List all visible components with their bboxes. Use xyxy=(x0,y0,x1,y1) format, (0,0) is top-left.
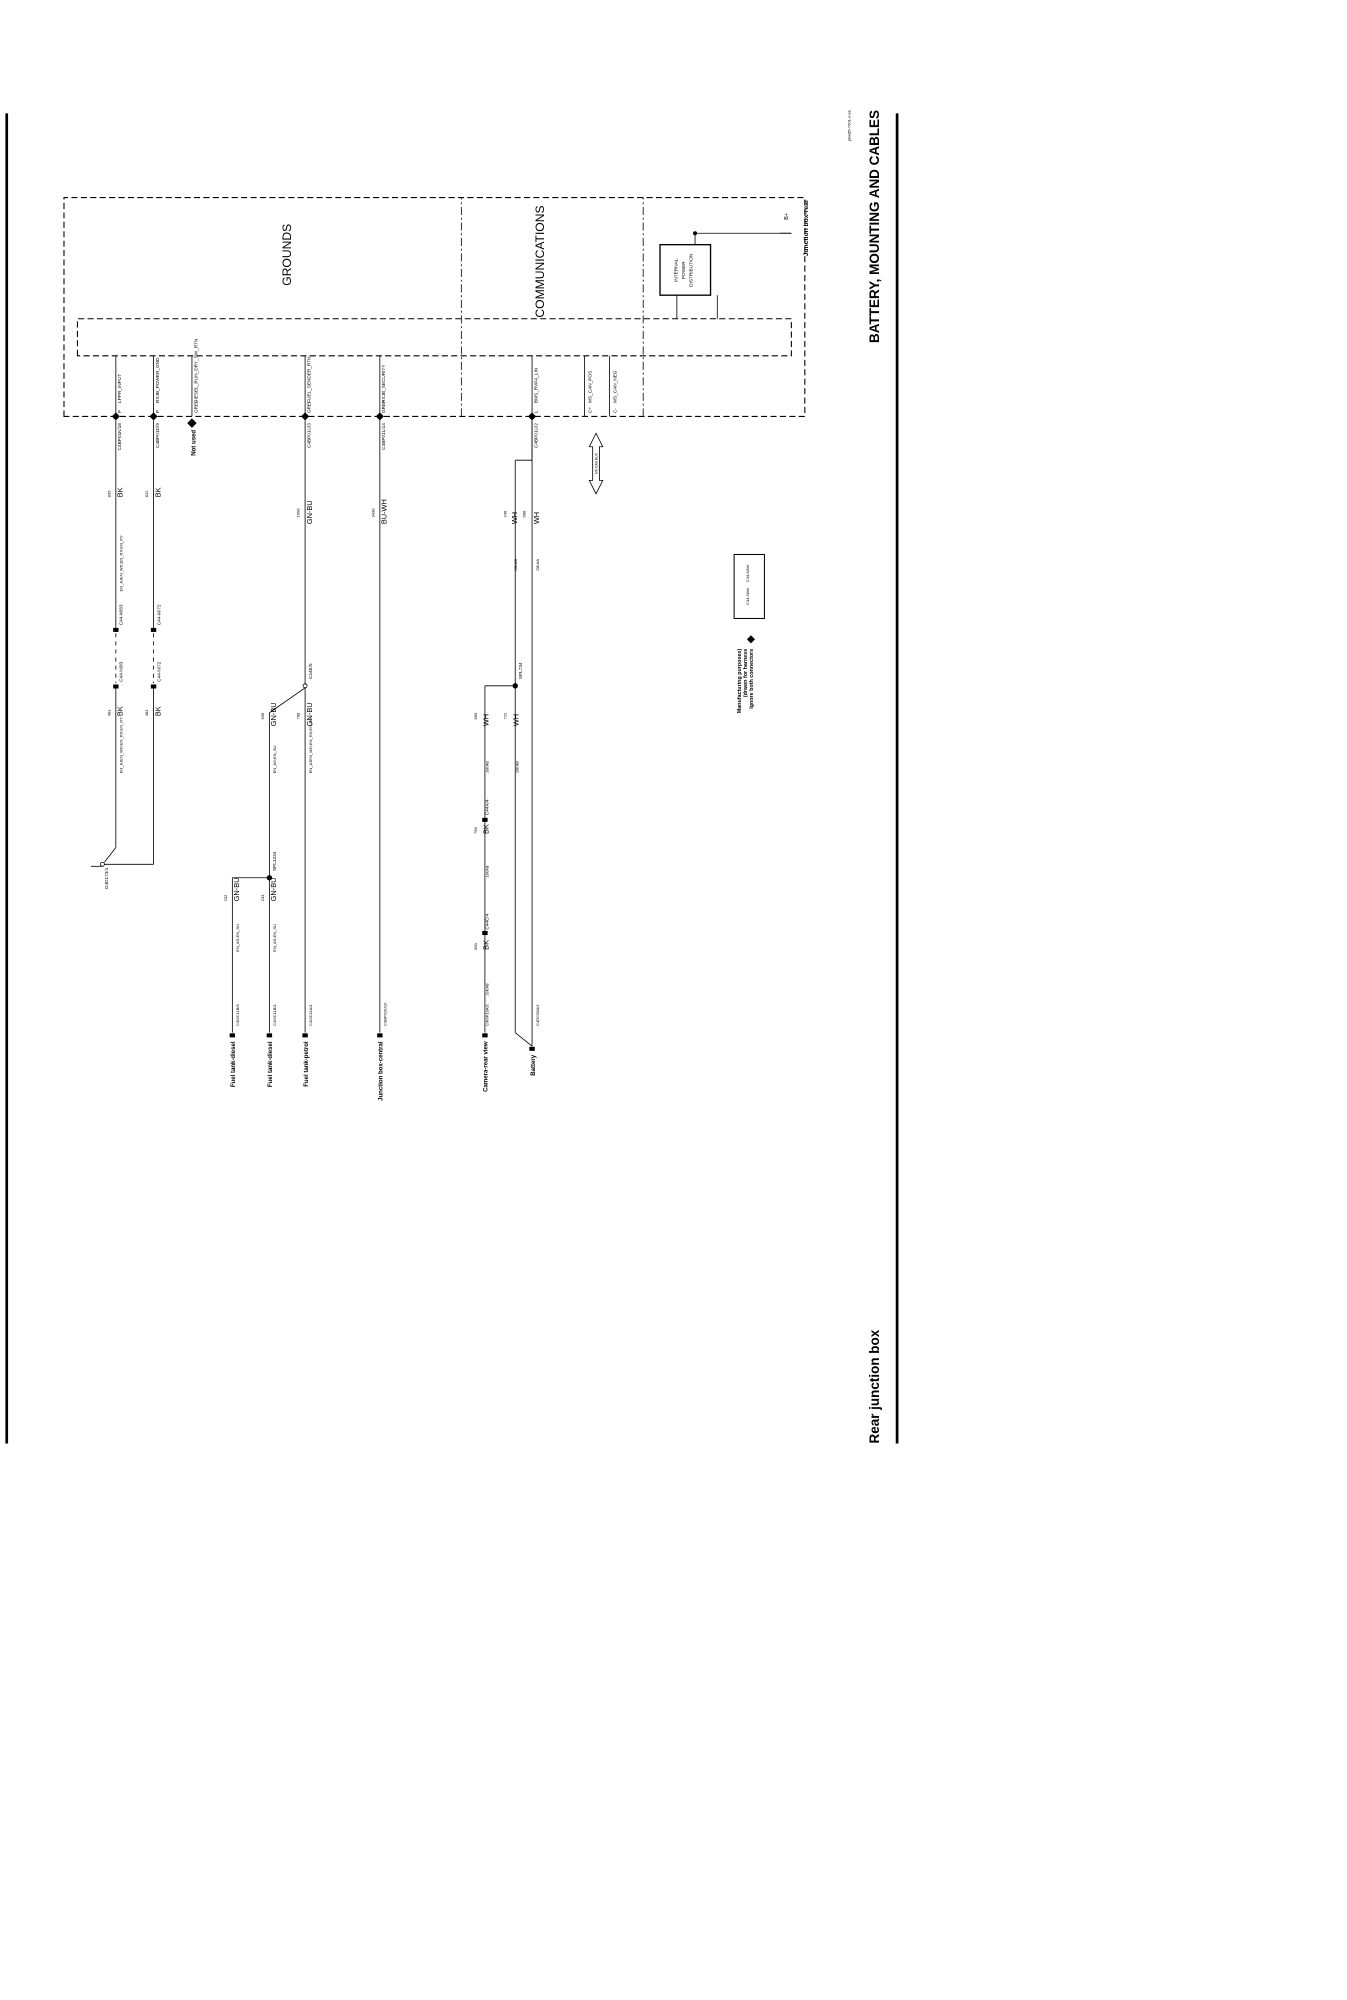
legend-connector-m: C44-M/## xyxy=(744,564,750,583)
not-used-label: Not used xyxy=(191,429,198,456)
legend-diamond-icon xyxy=(747,635,755,643)
wire-wh-966-colour: WH xyxy=(531,511,541,525)
connector-c44m83-label: C44-M/83 xyxy=(118,604,124,626)
wire-535-number: 535 xyxy=(260,712,266,720)
page-title: Rear junction box xyxy=(866,1329,882,1444)
pin-gref-security: GREF xyxy=(381,399,387,414)
jb-inner-bus-box xyxy=(77,319,791,356)
fuel-diesel-connector-icon-1 xyxy=(267,1033,272,1037)
wire-gn-bu-768-colour: GN-BU xyxy=(304,702,314,727)
connector-c44a4-icon xyxy=(482,818,487,822)
camera-pin-label: C4MP19A/2 xyxy=(484,1004,490,1026)
ipd-line-2: POWER xyxy=(680,261,686,280)
pin-rsjb-security: RSJB_SECURITY xyxy=(381,364,387,403)
wire-j3kab-label-4: J3KAB xyxy=(484,865,490,878)
wire-bk-550-colour: BK xyxy=(481,939,491,950)
wire-855-number: 855 xyxy=(472,712,478,720)
ground-g4d173-label: G4D173/1 xyxy=(103,867,109,890)
fuel-petrol-pin-label: C4MC11A/1 xyxy=(307,1004,313,1026)
legend-connector-n: C44-N/## xyxy=(744,587,750,605)
wire-233-number: 233 xyxy=(260,894,266,902)
connector-c44n83-label: C44-N/83 xyxy=(118,661,124,682)
wire-481a-number: 481 xyxy=(144,709,150,717)
wire-232-number: 232 xyxy=(222,894,228,902)
wire-768-variants: EN_AJEN_WD;EN_RX;EN_RY xyxy=(307,717,313,774)
wire-233-variants: EN_AS;EN_SU xyxy=(272,924,278,952)
splice-spl734-label: SPL734 xyxy=(517,662,523,680)
wire-gn-bu-1996-colour: GN-BU xyxy=(304,500,314,525)
pin-ms-can-pos: MS_CAN_POS xyxy=(587,370,593,403)
pin-p-lppr: P xyxy=(117,409,123,414)
wire-bk-481b-colour: BK xyxy=(115,706,125,717)
wire-768-number: 768 xyxy=(295,712,301,720)
wire-232-variants: EN_AS;EN_SU xyxy=(235,924,241,952)
connector-c44e5-label: C44E/5 xyxy=(307,663,313,680)
connector-c4bp01k18-label: C4BP01K/18 xyxy=(117,423,123,451)
splice-spl1234-label: SPL1234 xyxy=(272,851,278,872)
ipd-line-3: DISTRIBUTION xyxy=(688,253,694,287)
junction-box-rear xyxy=(64,198,805,417)
legend-note-line-3: Manufacturing purposes) xyxy=(736,648,743,714)
connector-c44m72-label: C44-M/72 xyxy=(156,604,162,626)
battery-connector-icon xyxy=(529,1047,534,1051)
connector-c44m72-icon xyxy=(151,628,156,632)
pin-ms-can-neg: MS_CAN_NEG xyxy=(612,370,618,403)
wire-wh-855-colour: WH xyxy=(481,713,491,727)
wire-bu-wh-colour: BU-WH xyxy=(379,499,389,525)
connector-c44c4-label: C44C/4 xyxy=(484,913,490,930)
section-title: BATTERY, MOUNTING AND CABLES xyxy=(866,109,882,343)
pin-diesel-run-dry-sw-rtn: DIESEL_RUN_DRY_SW_RTN xyxy=(193,338,199,403)
pin-bms-rvpa-lin: BMS_RVPA_LIN xyxy=(533,367,539,403)
wire-756-number: 756 xyxy=(472,827,478,834)
connector-c44a4-label: C44A/4 xyxy=(484,799,490,816)
wire-481b-variants: EN_AJEN_WD;EN_RX;EN_RY xyxy=(118,717,124,774)
wire-wh-722-colour: WH xyxy=(511,713,521,727)
fuel-tank-diesel-destination-1: Fuel tank-diesel xyxy=(268,1041,275,1088)
junction-box-central-destination: Junction box-central xyxy=(378,1041,385,1101)
pin-l: L xyxy=(533,410,539,414)
connector-c4bp01u3-label: C4BP01U/3 xyxy=(306,423,312,448)
wire-835-variants: EN_AJEN_WD;EN_RX;EN_RY xyxy=(118,535,124,592)
wire-gn-bu-233-colour: GN-BU xyxy=(269,877,279,902)
legend-note-line-1: Ignore both connectors xyxy=(748,648,755,709)
connector-c44n72-icon xyxy=(151,684,156,688)
camera-rear-view-destination: Camera-rear view xyxy=(483,1041,490,1092)
b-plus-label: B+ xyxy=(783,213,790,220)
wire-bk-481a-colour: BK xyxy=(153,706,163,717)
communications-label: COMMUNICATIONS xyxy=(533,205,548,318)
camera-connector-icon xyxy=(482,1033,487,1037)
fuel-diesel-connector-icon-2 xyxy=(230,1033,235,1037)
wire-j3kaa-label: J3KAA xyxy=(534,558,540,572)
pin-gref-fuel: GREF xyxy=(306,399,312,414)
connector-c4bp01l14-label: C4BP01L/14 xyxy=(381,423,387,450)
legend-box xyxy=(734,554,764,618)
wire-246-number: 246 xyxy=(502,510,508,518)
battery-destination: Battery xyxy=(530,1054,537,1076)
fuel-diesel-pin-label-2: C4MC11B/5 xyxy=(235,1004,241,1026)
doc-reference: pkw85-7001-s-ee xyxy=(846,109,852,142)
connector-c44c4-icon xyxy=(482,931,487,935)
wire-3438-number: 3438 xyxy=(370,508,376,518)
wire-535-variants: EN_AS;EN_SU xyxy=(272,745,278,774)
wire-481b-merge xyxy=(104,847,115,862)
wire-835-number: 835 xyxy=(106,490,112,498)
wire-550-number: 550 xyxy=(472,943,478,950)
wire-bk-835-colour: BK xyxy=(115,487,125,498)
fuel-tank-diesel-destination-2: Fuel tank-diesel xyxy=(231,1041,238,1088)
battery-pin-label: C4DC05A/1 xyxy=(534,1004,540,1026)
fuel-petrol-connector-icon xyxy=(302,1033,307,1037)
not-used-diamond-icon xyxy=(187,418,196,427)
wire-j3kab-label-1: J3KAB xyxy=(513,558,519,572)
ipd-line-1: INTERNAL xyxy=(673,258,679,282)
wire-1996-number: 1996 xyxy=(295,508,301,518)
pin-c-plus: C+ xyxy=(587,406,593,414)
connector-c44n72-label: C44-N/72 xyxy=(156,661,162,682)
pin-lppr-input: LPPR_INPUT xyxy=(117,373,123,403)
bms-wire-merge xyxy=(515,1033,532,1046)
wire-gn-bu-535-colour: GN-BU xyxy=(269,702,279,727)
pin-rsjb-power-gnd: RSJB_POWER_GND xyxy=(154,357,160,403)
wire-bk-756-colour: BK xyxy=(481,824,491,834)
jbc-pin-label: C3BP01K/10 xyxy=(382,1002,388,1026)
b-plus-junction-dot xyxy=(693,231,697,235)
wire-722-number: 722 xyxy=(502,712,508,720)
wire-j3kab-label-3: J3KAB xyxy=(484,761,490,774)
pin-fuel-sender-rtn: FUEL_SENDER_RTN xyxy=(306,356,312,403)
ground-eyelet-icon xyxy=(100,862,104,866)
wire-j3kab-label-5: J3KAB xyxy=(484,983,490,996)
wire-j3kab-label-2: J3KAB xyxy=(514,761,520,774)
wire-wh-246-colour: WH xyxy=(510,511,520,525)
wire-gn-bu-232-colour: GN-BU xyxy=(232,877,242,902)
fuel-tank-petrol-destination: Fuel tank-petrol xyxy=(303,1041,310,1087)
connector-c4bp01u2-label: C4BP01U/2 xyxy=(533,423,539,448)
fuel-diesel-pin-label-1: C4MC11B/1 xyxy=(272,1004,278,1026)
wire-481b-number: 481 xyxy=(106,709,112,717)
grounds-label: GROUNDS xyxy=(279,223,294,286)
pin-c-minus: C- xyxy=(612,408,618,414)
wire-612-number: 612 xyxy=(144,490,150,498)
ms-can-bus-label: MS CAN BUS xyxy=(594,453,599,475)
junction-box-rear-title: Junction box-rear xyxy=(803,199,811,257)
wire-966-number: 966 xyxy=(521,510,527,518)
pin-p-power-gnd: P xyxy=(154,409,160,414)
connector-c44n83-icon xyxy=(113,684,118,688)
connector-c4bp01d9-label: C4BP01D/9 xyxy=(154,423,160,448)
pin-gref-diesel: GREF xyxy=(193,399,199,414)
connector-c44m83-icon xyxy=(113,628,118,632)
jbc-connector-icon xyxy=(377,1033,382,1037)
wire-bk-612-colour: BK xyxy=(153,487,163,498)
legend-note-line-2: (drawn for harness xyxy=(742,648,749,698)
